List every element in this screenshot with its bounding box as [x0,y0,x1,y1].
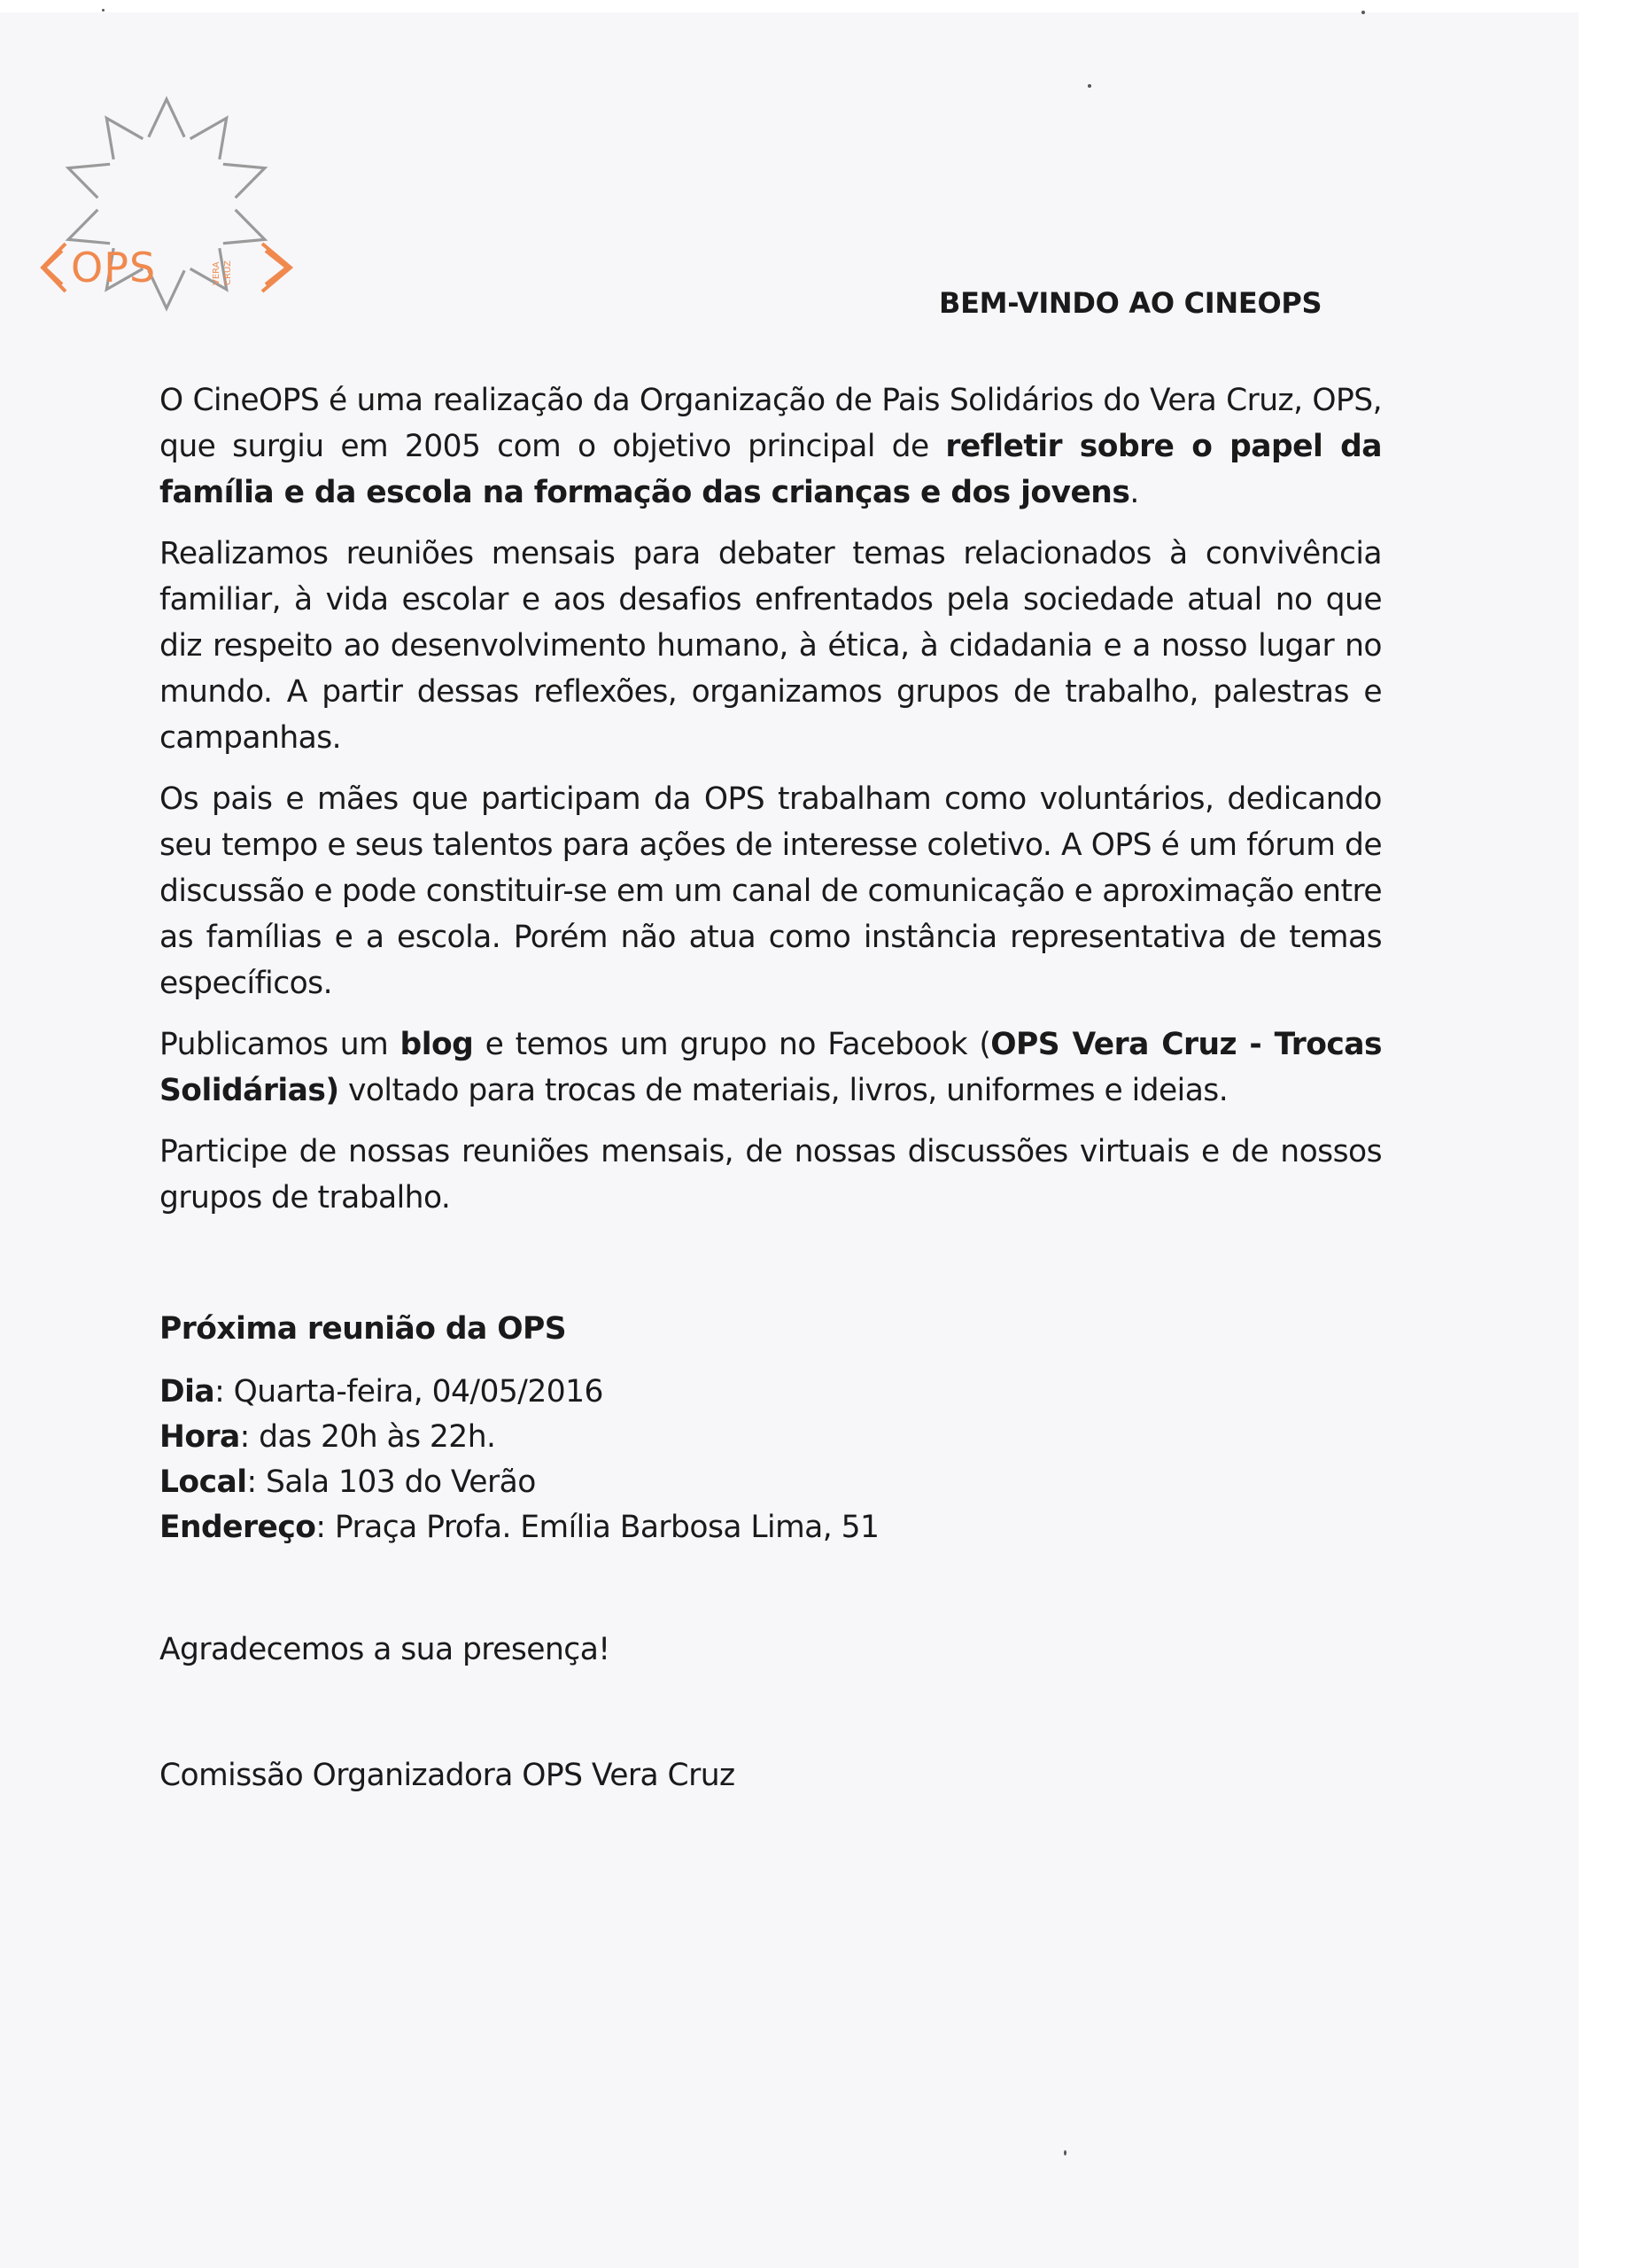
paragraph-meetings: Realizamos reuniões mensais para debater temas relacionados à convivência familiar, à vida escolar e aos desafios enfrentados pela sociedade atual no que diz respeito ao desenvolvimento humano, à ética, à cidadania e a nosso lugar no mundo. A partir dessas reflexões, organizamos grupos de trabalho, palestras e campanhas. [159,536,1382,756]
logo-side-text-line2: CRUZ [223,260,233,285]
sun-ray-9 [68,164,110,198]
meeting-time-value: : das 20h às 22h. [239,1419,496,1455]
next-meeting-heading: Próxima reunião da OPS [159,1311,567,1347]
sun-ray-8 [68,210,110,244]
blog-bold: blog [399,1027,474,1062]
meeting-day-label: Dia [159,1374,215,1410]
meeting-address-label: Endereço [159,1510,316,1545]
paragraph-blog [159,1021,1382,1114]
thanks-text: Agradecemos a sua presença! [159,1632,610,1667]
paragraph-volunteers: Os pais e mães que participam da OPS trabalham como voluntários, dedicando seu tempo e seus talentos para ações de interesse coletivo. A OPS é um fórum de discussão e pode constituir-se em um canal de comunicação e aproximação entre as famílias e a escola. Porém não atua como instância representativa de temas específicos. [159,781,1382,1001]
meeting-day-value: : Quarta-feira, 04/05/2016 [214,1374,603,1410]
intro-bold-text: refletir sobre o papel da família e da escola na formação das crianças e dos jovens [159,429,1382,510]
meeting-time [159,1415,1311,1460]
scan-speck [1361,11,1365,14]
meeting-address [159,1505,1311,1550]
paragraph-intro [159,377,1382,516]
signature-text: Comissão Organizadora OPS Vera Cruz [159,1758,735,1793]
sun-ray-4 [223,210,265,244]
left-bracket-icon [43,244,66,291]
logo-text: OPS [71,244,157,291]
meeting-place-value: : Sala 103 do Verão [246,1464,536,1500]
intro-end: . [1129,475,1139,510]
sun-ray-3 [223,164,265,198]
intro-text: O CineOPS é uma realização da Organização de Pais Solidários do Vera Cruz, OPS, que surgiu em 2005 com o objetivo principal de [159,383,1382,464]
meeting-address-value: : Praça Profa. Emília Barbosa Lima, 51 [315,1510,880,1545]
scan-speck [102,9,105,12]
blog-text-c: e temos um grupo no Facebook ( [473,1027,991,1062]
scan-speck [1088,84,1091,88]
meeting-time-label: Hora [159,1419,240,1455]
page-title: BEM-VINDO AO CINEOPS [939,286,1322,320]
body-text [159,377,1382,1236]
blog-text-a: Publicamos um [159,1027,400,1062]
right-bracket-icon [262,244,291,291]
scan-top-edge [0,0,1578,12]
scan-speck [1064,2150,1066,2155]
ops-vera-cruz-logo [34,62,299,319]
logo-side-text-line1: VERA [212,261,221,285]
scan-right-edge [1578,0,1652,2268]
next-meeting-section [159,1307,1311,1550]
meeting-place-label: Local [159,1464,247,1500]
meeting-place [159,1460,1311,1505]
sun-ray-1 [149,99,184,137]
meeting-day [159,1370,1311,1415]
facebook-group-name: OPS Vera Cruz - Trocas Solidárias) [159,1027,1383,1108]
sun-ray-10 [106,118,143,159]
blog-text-e: voltado para trocas de materiais, livros, uniformes e ideias. [338,1073,1229,1108]
paragraph-participate: Participe de nossas reuniões mensais, de nossas discussões virtuais e de nossos grupos de trabalho. [159,1134,1382,1216]
sun-ray-2 [190,118,227,159]
